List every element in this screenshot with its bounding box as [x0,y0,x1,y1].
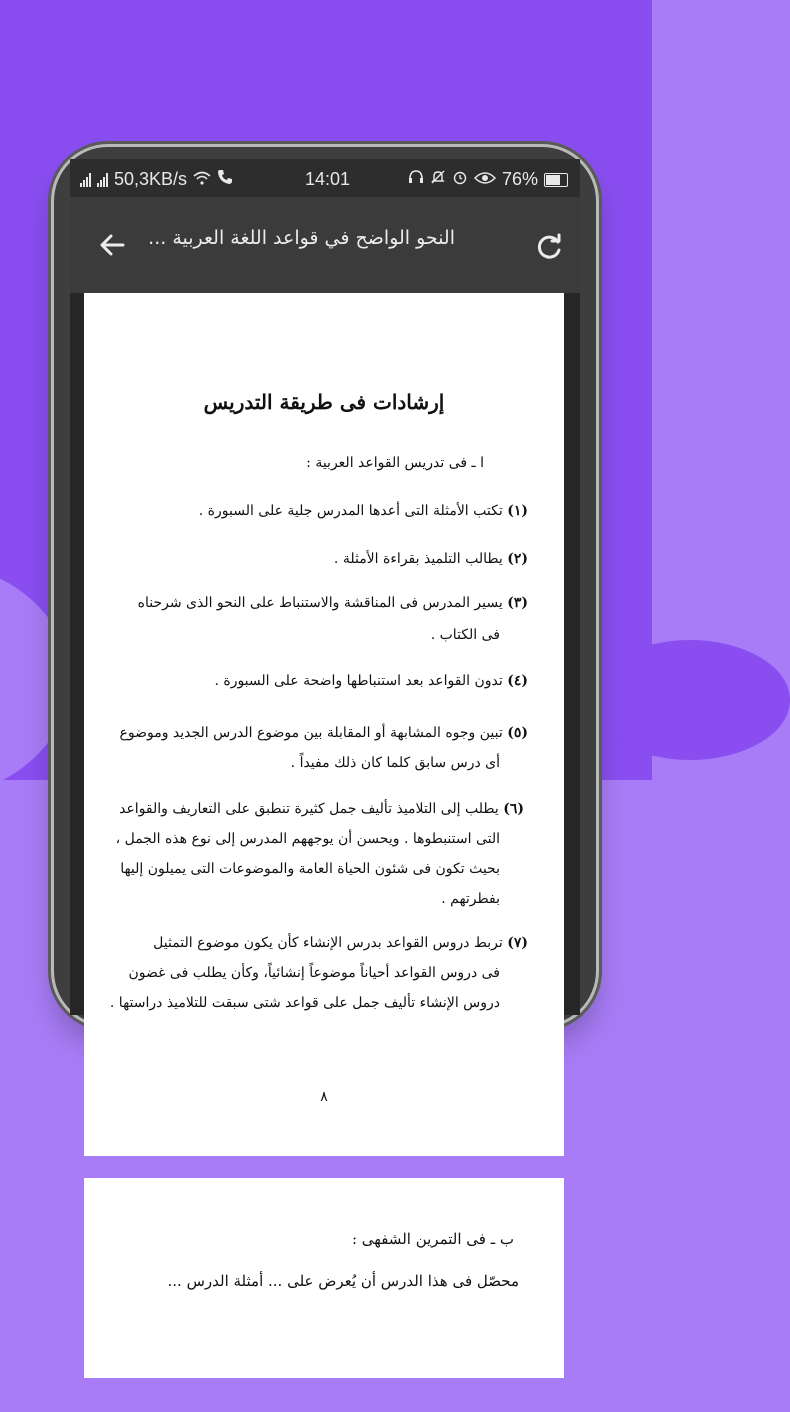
battery-percent: 76% [501,169,538,189]
section-heading: ب ـ فى التمرين الشفهى : [351,1230,514,1248]
phone-call-icon [217,169,233,190]
signal-icon-2 [97,173,108,187]
status-bar [70,159,580,197]
phone-screen [70,159,580,1290]
pdf-page-1 [84,293,564,1156]
list-item-continuation: بحيث تكون فى شئون الحياة العامة والموضوعات التى يميلون إليها [120,861,500,877]
list-item: (٥) تبين وجوه المشابهة أو المقابلة بين موضوع الدرس الجديد وموضوع [119,725,528,741]
arrow-left-icon [98,231,126,259]
list-item: (٤) تدون القواعد بعد استنباطها واضحة على السبورة . [214,673,528,689]
phone-frame [54,147,596,1290]
list-item-continuation: أى درس سابق كلما كان ذلك مفيداً . [290,755,500,771]
list-item: (٢) يطالب التلميذ بقراءة الأمثلة . [333,551,528,567]
mute-bell-icon [430,169,446,190]
list-item-continuation: التى استنبطوها . ويحسن أن يوجههم المدرس إلى نوع هذه الجمل ، [115,831,500,847]
app-bar [70,197,580,293]
battery-icon [544,173,568,187]
list-item: (٦) يطلب إلى التلاميذ تأليف جمل كثيرة تنطبق على التعاريف والقواعد [119,801,524,817]
list-item-continuation: بفطرتهم . [441,891,500,907]
network-speed: 50,3KB/s [114,169,188,189]
document-title: النحو الواضح في قواعد اللغة العربية ... [148,227,455,249]
partial-line: محصّل فى هذا الدرس أن يُعرض على ... أمثلة الدرس ... [167,1272,519,1290]
page-number: ٨ [320,1089,328,1105]
refresh-icon [536,233,564,261]
status-bar-right [408,169,568,190]
page-heading: إرشادات فى طريقة التدريس [203,390,445,414]
list-item: (١) تكتب الأمثلة التى أعدها المدرس جلية على السبورة . [198,503,528,519]
refresh-button[interactable] [530,227,570,267]
eye-icon [474,169,496,190]
list-item: (٧) تربط دروس القواعد بدرس الإنشاء كأن يكون موضوع التمثيل [153,935,528,951]
section-heading: ا ـ فى تدريس القواعد العربية : [306,455,484,471]
headset-icon [408,169,424,190]
status-time: 14:01 [305,169,351,189]
alarm-icon [452,169,468,190]
back-button[interactable] [92,225,132,265]
list-item: (٣) يسير المدرس فى المناقشة والاستنباط على النحو الذى شرحناه [137,595,528,611]
list-item-continuation: دروس الإنشاء تأليف جمل على قواعد شتى سبقت للتلاميذ دراستها . [109,995,500,1011]
list-item-continuation: فى الكتاب . [430,627,500,643]
background-blob-right [590,640,790,760]
wifi-icon [193,169,211,190]
status-bar-left [80,169,233,190]
signal-icon [80,173,91,187]
pdf-viewer[interactable] [70,293,580,1290]
list-item-continuation: فى دروس القواعد أحياناً موضوعاً إنشائياً، وكأن يطلب فى غضون [128,965,500,981]
pdf-page-2 [84,1178,564,1378]
